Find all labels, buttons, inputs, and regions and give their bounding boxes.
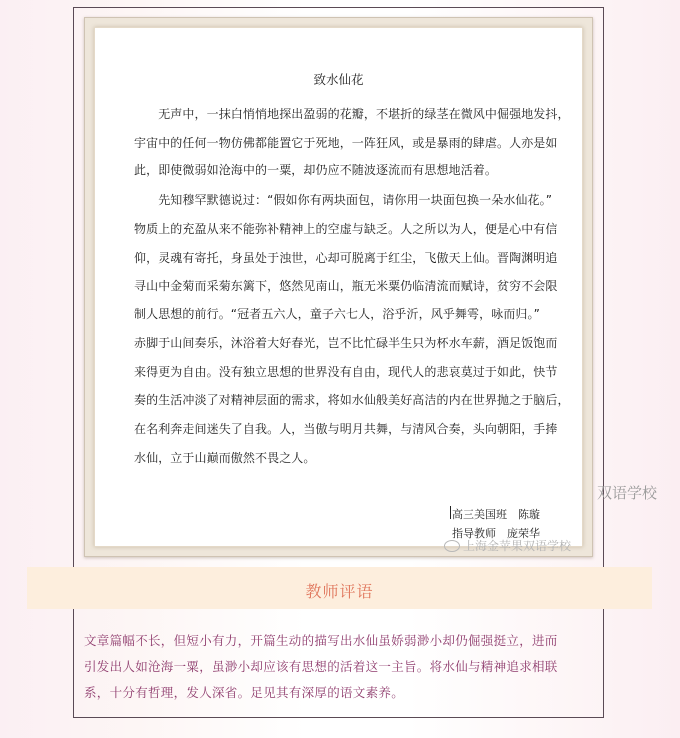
essay-line: 先知穆罕默德说过：“假如你有两块面包，请你用一块面包换一朵水仙花。” — [134, 193, 553, 207]
review-line: 文章篇幅不长，但短小有力，开篇生动的描写出水仙虽娇弱渺小却仍倔强挺立，进而 — [84, 633, 558, 648]
essay-line: 此，即使微弱如沧海中的一粟，却仍应不随波逐流而有思想地活着。 — [134, 163, 498, 177]
review-title: 教师评语 — [305, 582, 374, 601]
essay-line: 寻山中金菊而采菊东篱下，悠然见南山，瓶无米粟仍临清流而赋诗，贫穷不会限 — [134, 279, 558, 293]
essay-author: 高三美国班 陈璇 — [452, 508, 540, 521]
essay-line: 无声中，一抹白悄悄地探出盈弱的花瓣，不堪折的绿茎在微风中倔强地发抖， — [134, 107, 570, 121]
essay-paper — [94, 27, 583, 553]
essay-line: 在名利奔走间迷失了自我。人，当傲与明月共舞，与清风合奏，头向朝阳，手捧 — [134, 422, 558, 436]
essay-line: 来得更为自由。没有独立思想的世界没有自由，现代人的悲哀莫过于如此，快节 — [134, 365, 558, 379]
essay-title: 致水仙花 — [313, 72, 364, 87]
review-banner — [27, 567, 652, 609]
school-watermark-text: 上海金苹果双语学校 — [462, 539, 571, 553]
essay-line: 奏的生活冲淡了对精神层面的需求，将如水仙般美好高洁的内在世界抛之于脑后， — [134, 393, 570, 407]
essay-line: 物质上的充盈从来不能弥补精神上的空虚与缺乏。人之所以为人，便是心中有信 — [134, 222, 558, 236]
essay-teacher: 指导教师 庞荣华 — [452, 527, 540, 540]
essay-line: 水仙，立于山巅而傲然不畏之人。 — [134, 451, 316, 465]
essay-line: 宇宙中的任何一物仿佛都能置它于死地，一阵狂风，或是暴雨的肆虐。人亦是如 — [134, 136, 558, 150]
school-watermark — [444, 537, 571, 554]
essay-line: 制人思想的前行。“冠者五六人，童子六七人，浴乎沂，风乎舞雩，咏而归。” — [134, 307, 540, 321]
wechat-icon — [444, 540, 460, 552]
review-line: 引发出人如沧海一粟，虽渺小却应该有思想的活着这一主旨。将水仙与精神追求相联 — [84, 659, 558, 674]
essay-line: 仰，灵魂有寄托，身虽处于浊世，心却可脱离于红尘，飞傲天上仙。晋陶渊明追 — [134, 251, 558, 265]
cursor-mark — [450, 506, 451, 519]
essay-photo — [84, 17, 593, 557]
review-line: 系，十分有哲理，发人深省。足见其有深厚的语文素养。 — [84, 685, 405, 700]
side-watermark: 双语学校 — [597, 484, 658, 502]
essay-line: 赤脚于山间奏乐，沐浴着大好春光，岂不比忙碌半生只为杯水车薪，酒足饭饱而 — [134, 336, 558, 350]
